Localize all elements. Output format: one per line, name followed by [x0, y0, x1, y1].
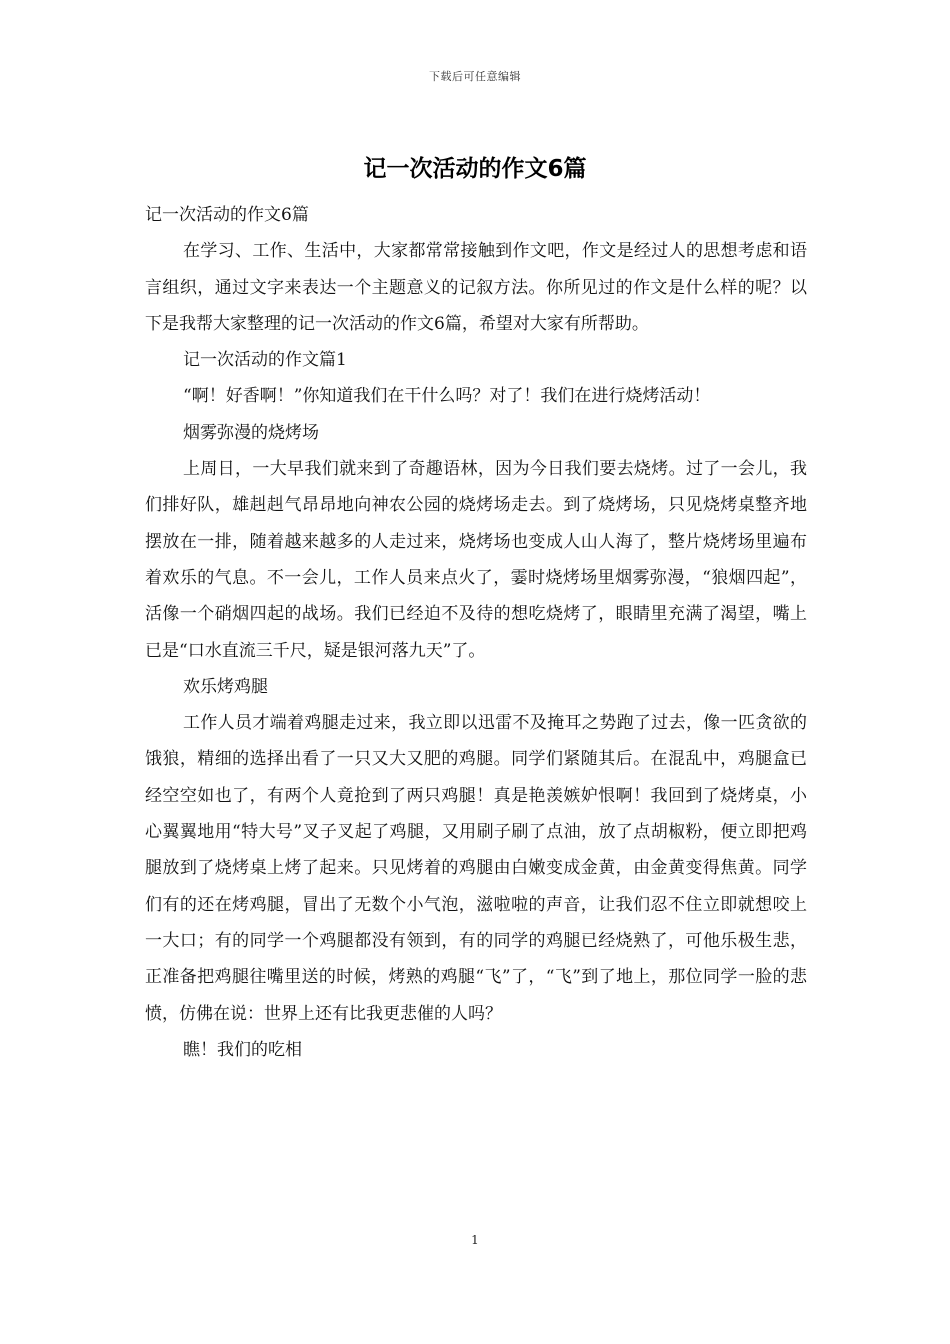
section-heading-essay-1: 记一次活动的作文篇1 — [183, 350, 347, 371]
subheading-eating: 瞧！我们的吃相 — [183, 1039, 302, 1060]
paragraph-opening-quote: “啊！好香啊！”你知道我们在干什么吗？对了！我们在进行烧烤活动！ — [183, 386, 711, 407]
paragraph-intro: 在学习、工作、生活中，大家都常常接触到作文吧，作文是经过人的思想考虑和语言组织，通过文字来表达一个主题意义的记叙方法。你所见过的作文是什么样的呢？以下是我帮大家整理的记一次活动的作文6篇，希望对大家有所帮助。 — [145, 241, 807, 334]
page-header-note: 下载后可任意编辑 — [429, 70, 521, 83]
subheading-smoky-grill-area: 烟雾弥漫的烧烤场 — [183, 422, 319, 443]
paragraph-grill-area: 上周日，一大早我们就来到了奇趣语林，因为今日我们要去烧烤。过了一会儿，我们排好队，雄赳赳气昂昂地向神农公园的烧烤场走去。到了烧烤场，只见烧烤桌整齐地摆放在一排，随着越来越多的人走过来，烧烤场也变成人山人海了，整片烧烤场里遍布着欢乐的气息。不一会儿，工作人员来点火了，霎时烧烤场里烟雾弥漫，“狼烟四起”，活像一个硝烟四起的战场。我们已经迫不及待的想吃烧烤了，眼睛里充满了渴望，嘴上已是“口水直流三千尺，疑是银河落九天”了。 — [145, 459, 807, 661]
document-title: 记一次活动的作文6篇 — [363, 156, 587, 182]
subheading-chicken-legs: 欢乐烤鸡腿 — [183, 676, 268, 697]
paragraph-chicken-legs: 工作人员才端着鸡腿走过来，我立即以迅雷不及掩耳之势跑了过去，像一匹贪欲的饿狼，精细的选择出看了一只又大又肥的鸡腿。同学们紧随其后。在混乱中，鸡腿盒已经空空如也了，有两个人竟抢到了两只鸡腿！真是艳羡嫉妒恨啊！我回到了烧烤桌，小心翼翼地用“特大号”叉子叉起了鸡腿，又用刷子刷了点油，放了点胡椒粉，便立即把鸡腿放到了烧烤桌上烤了起来。只见烤着的鸡腿由白嫩变成金黄，由金黄变得焦黄。同学们有的还在烤鸡腿，冒出了无数个小气泡，滋啦啦的声音，让我们忍不住立即就想咬上一大口；有的同学一个鸡腿都没有领到，有的同学的鸡腿已经烧熟了，可他乐极生悲，正准备把鸡腿往嘴里送的时候，烤熟的鸡腿“飞”了，“飞”到了地上，那位同学一脸的悲愤，仿佛在说：世界上还有比我更悲催的人吗？ — [145, 713, 807, 1024]
document-body — [145, 197, 807, 1068]
page-number: 1 — [471, 1233, 479, 1247]
document-subtitle: 记一次活动的作文6篇 — [145, 205, 309, 225]
